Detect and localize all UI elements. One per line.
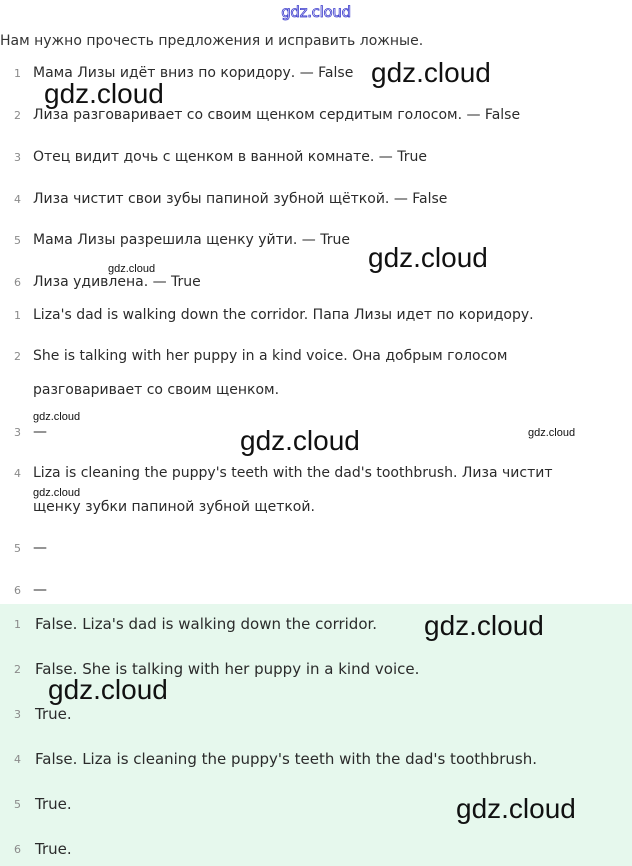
item-number: 4 <box>14 467 21 480</box>
watermark: gdz.cloud <box>240 425 360 456</box>
answer-text: True. <box>35 840 72 858</box>
item-number: 6 <box>14 843 21 856</box>
answer-text: True. <box>35 705 72 723</box>
answer-text: False. She is talking with her puppy in a kind voice. <box>35 660 420 678</box>
statement-text: Мама Лизы разрешила щенку уйти. — True <box>33 232 350 248</box>
statement-text: Лиза удивлена. — True <box>33 274 201 290</box>
item-number: 2 <box>14 663 21 676</box>
watermark: gdz.cloud <box>44 78 164 109</box>
item-number: 3 <box>14 151 21 164</box>
translation-text: — <box>33 540 47 556</box>
watermark: gdz.cloud <box>33 487 81 499</box>
item-number: 1 <box>14 67 21 80</box>
answer-text: False. Liza's dad is walking down the corridor. <box>35 615 378 633</box>
statement-text: Мама Лизы идёт вниз по коридору. — False <box>33 65 354 81</box>
watermark: gdz.cloud <box>48 674 168 705</box>
watermark: gdz.cloud <box>528 427 576 439</box>
statement-text: Отец видит дочь с щенком в ванной комнате. — True <box>33 149 427 165</box>
watermark: gdz.cloud <box>368 242 488 273</box>
translation-text: She is talking with her puppy in a kind voice. Она добрым голосом <box>33 348 508 364</box>
answers-panel <box>0 604 632 866</box>
item-number: 5 <box>14 542 21 555</box>
answer-text: True. <box>35 795 72 813</box>
item-number: 2 <box>14 109 21 122</box>
watermark: gdz.cloud <box>424 610 544 641</box>
translation-text: Liza's dad is walking down the corridor. Папа Лизы идет по коридору. <box>33 307 534 323</box>
item-number: 6 <box>14 276 21 289</box>
translation-text: — <box>33 582 47 598</box>
item-number: 3 <box>14 426 21 439</box>
site-logo: gdz.cloud <box>281 3 351 21</box>
item-number: 5 <box>14 234 21 247</box>
item-number: 5 <box>14 798 21 811</box>
item-number: 4 <box>14 753 21 766</box>
item-number: 3 <box>14 708 21 721</box>
translation-text: Liza is cleaning the puppy's teeth with the dad's toothbrush. Лиза чистит <box>33 465 553 481</box>
translation-text: разговаривает со своим щенком. <box>33 382 280 398</box>
watermark: gdz.cloud <box>371 57 491 88</box>
watermark: gdz.cloud <box>456 793 576 824</box>
item-number: 4 <box>14 193 21 206</box>
item-number: 6 <box>14 584 21 597</box>
watermark: gdz.cloud <box>108 263 156 275</box>
item-number: 1 <box>14 618 21 631</box>
translation-text: щенку зубки папиной зубной щеткой. <box>33 499 315 515</box>
item-number: 1 <box>14 309 21 322</box>
statement-text: Лиза чистит свои зубы папиной зубной щёткой. — False <box>33 191 448 207</box>
item-number: 2 <box>14 350 21 363</box>
answer-text: False. Liza is cleaning the puppy's teeth with the dad's toothbrush. <box>35 750 537 768</box>
statement-text: Лиза разговаривает со своим щенком сердитым голосом. — False <box>33 107 521 123</box>
translation-text: — <box>33 424 47 440</box>
intro-text: Нам нужно прочесть предложения и исправить ложные. <box>0 33 424 49</box>
watermark: gdz.cloud <box>33 411 81 423</box>
